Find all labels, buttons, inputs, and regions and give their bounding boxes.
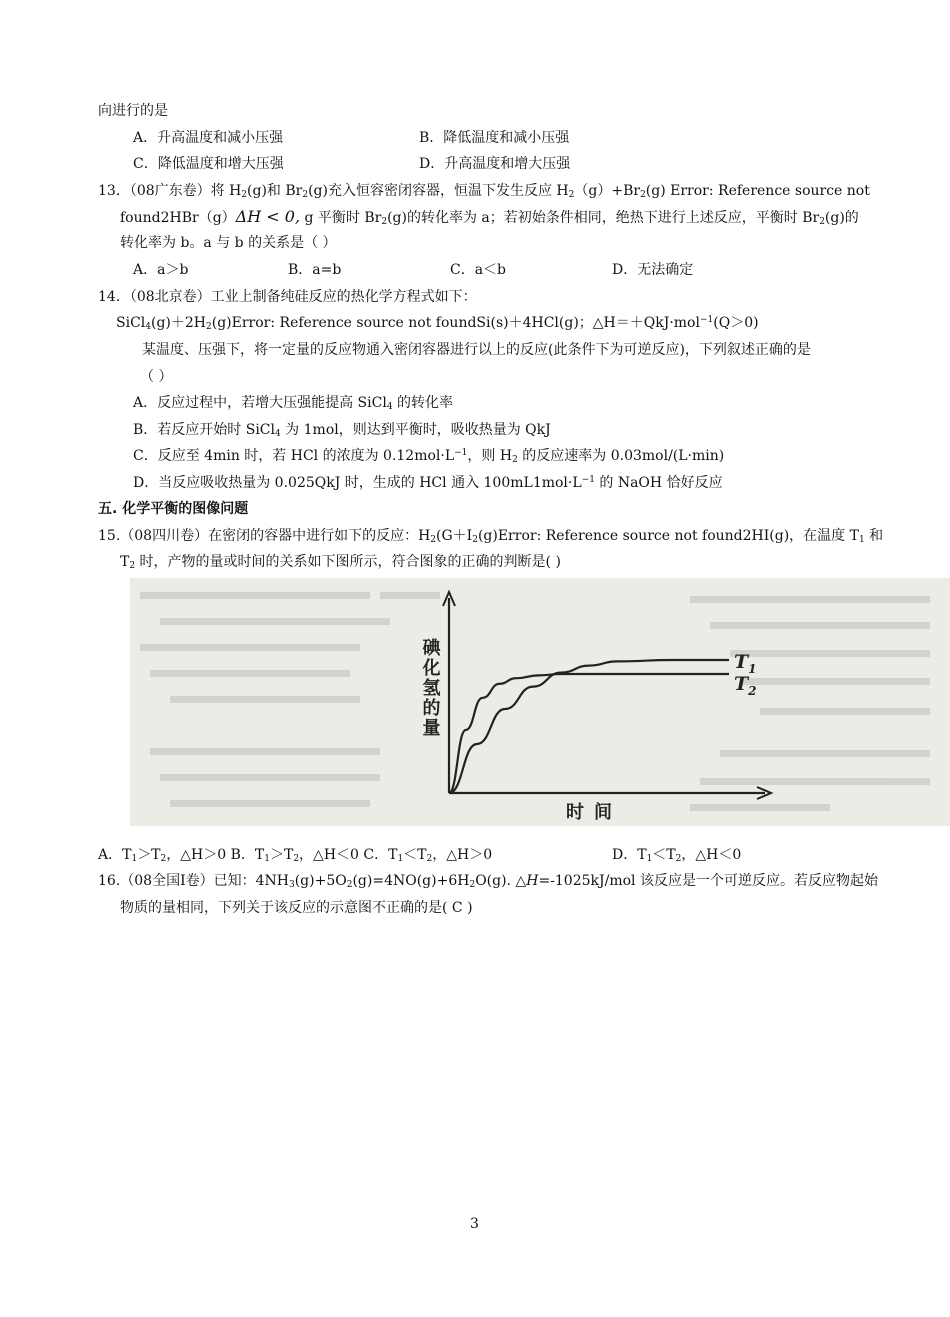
q13-line-3: 转化率为 b。a 与 b 的关系是（ ） bbox=[120, 235, 337, 251]
q13-option-a: A．a＞b bbox=[133, 262, 189, 278]
q14-answer-paren: （ ） bbox=[140, 369, 173, 385]
q15-line-1: 15.（08四川卷）在密闭的容器中进行如下的反应：$H_2(G+I_2(g)Error$: Reference source not found2HI(g)，在温度 $T_1$ 和 bbox=[98, 528, 884, 545]
q13-option-c: C．a＜b bbox=[450, 262, 507, 278]
q15-line-2: $T_2$ 时，产物的量或时间的关系如下图所示，符合图象的正确的判断是( ) bbox=[120, 554, 561, 571]
section-heading: 五. 化学平衡的图像问题 bbox=[98, 501, 249, 517]
q12-option-b: B．降低温度和减小压强 bbox=[419, 130, 570, 146]
q15-option-d: D．$T_1<T_2$，△H＜0 bbox=[612, 847, 742, 864]
q14-line-1: 14．（08北京卷）工业上制备纯硅反应的热化学方程式如下： bbox=[98, 289, 477, 305]
page-number: 3 bbox=[470, 1216, 479, 1232]
y-axis-label: 碘化氢的量 bbox=[419, 638, 441, 738]
q16-line-2: 物质的量相同，下列关于该反应的示意图不正确的是( C ) bbox=[120, 900, 473, 916]
q13-option-d: D．无法确定 bbox=[612, 262, 694, 278]
q14-option-d: D．当反应吸收热量为 0.025QkJ 时，生成的 HCl 通入 $100mL1mol\cdot L^{-1}$ 的 NaOH 恰好反应 bbox=[133, 475, 723, 491]
q13-line-1: 13．（08广东卷）将 $H_2(g)$和 $Br_2(g)$充入恒容密闭容器，恒温下发生反应 $H_2(g)+Br_2(g)$ Error: Reference source not bbox=[98, 183, 870, 200]
q14-option-a: A．反应过程中，若增大压强能提高 SiCl$_4$ 的转化率 bbox=[133, 395, 454, 412]
q14-equation: $SiCl_4(g)+2H_2(g)Error$: Reference source not foundSi(s)＋4HCl(g)；△H＝＋QkJ·mol$^{-1}$(Q＞0) bbox=[116, 315, 759, 332]
q16-line-1: 16.（08全国Ⅰ卷）已知：$4NH_3(g)+5O_2(g)=4NO(g)+6H_2O(g)$. △H=-1025kJ/mol 该反应是一个可逆反应。若反应物起始 bbox=[98, 873, 878, 890]
q12-option-c: C．降低温度和增大压强 bbox=[133, 156, 284, 172]
series-label-t2: $T_2$ bbox=[734, 673, 757, 698]
series-label-t1: $T_1$ bbox=[734, 651, 757, 676]
q12-stem-tail: 向进行的是 bbox=[98, 103, 168, 119]
q12-option-d: D．升高温度和增大压强 bbox=[419, 156, 571, 172]
q14-line-3: 某温度、压强下，将一定量的反应物通入密闭容器进行以上的反应(此条件下为可逆反应)，下列叙述正确的是 bbox=[142, 342, 811, 358]
q14-option-c: C．反应至 4min 时，若 HCl 的浓度为 $0.12mol\cdot L^{-1}$，则 $H_2$ 的反应速率为 0.03mol/(L·min) bbox=[133, 448, 725, 465]
q13-option-b: B．a=b bbox=[288, 262, 342, 278]
q15-graph bbox=[130, 578, 950, 826]
q14-option-b: B．若反应开始时 SiCl$_4$ 为 1mol，则达到平衡时，吸收热量为 QkJ bbox=[133, 422, 551, 439]
q13-line-2: found2HBr（g）ΔH < 0, g 平衡时 $Br_2(g)$的转化率为 a；若初始条件相同，绝热下进行上述反应，平衡时 $Br_2(g)$的 bbox=[120, 207, 859, 227]
q12-option-a: A．升高温度和减小压强 bbox=[133, 130, 284, 146]
x-axis-label: 时间 bbox=[566, 802, 622, 823]
q15-options-abc: A．$T_1>T_2$，△H＞0 B．$T_1>T_2$，△H＜0 C．$T_1<T_2$，△H＞0 bbox=[98, 847, 493, 864]
